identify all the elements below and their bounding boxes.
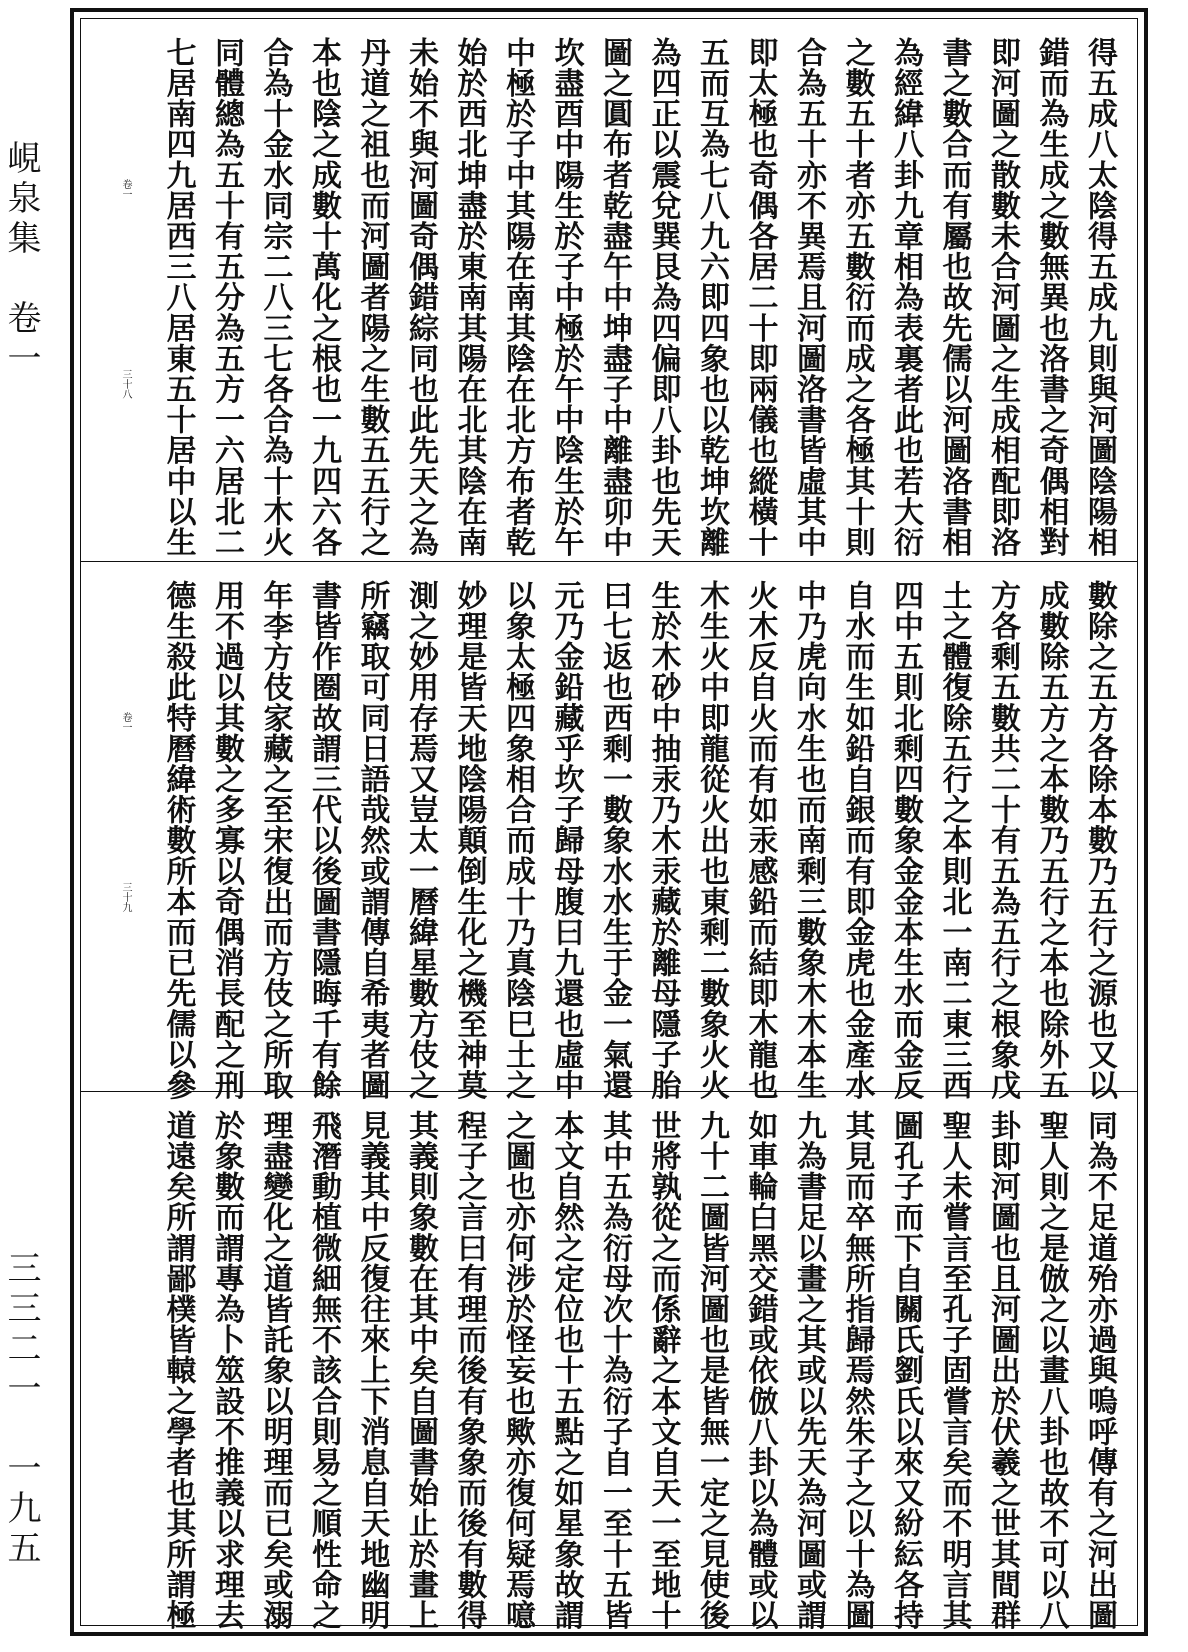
text-column: 土之體復除五行之本則北一南二東三西 [936,580,972,1101]
text-column: 成數除五方之本數乃五行之本也除外五 [1033,580,1069,1101]
text-column: 年李方伎家藏之至宋復出而方伎之所取 [257,580,293,1101]
text-column: 九為書足以畫之其或以先天為河圖或謂 [791,1110,826,1631]
text-column: 其中五為衍母次十為衍子自一至十五皆 [597,1110,632,1631]
text-column: 五而互為七八九六即四象也以乾坤坎離 [694,37,729,558]
text-column: 火木反自火而有如汞感鉛而結即木龍也 [742,580,778,1101]
text-column: 曰七返也西剩一數象水水生于金一氣還 [597,580,632,1101]
text-column: 為經緯八卦九章相為表裏者此也若大衍 [888,37,923,558]
page-number: 三三二一 一九五 [1,1250,41,1570]
page-frame-inner [80,18,1138,1631]
text-column: 七居南四九居西三八居東五十居中以生 [160,37,196,558]
text-column: 四中五則北剩四數象金金本生水而金反 [888,580,923,1101]
text-column: 道遠矣所謂鄙樸皆轅之學者也其所謂極 [160,1110,196,1631]
text-column: 本也陰之成數十萬化之根也一九四六各 [306,37,341,558]
folio-note: 三十八 [120,369,131,399]
text-column: 合為五十亦不異焉且河圖洛書皆虛其中 [791,37,826,558]
text-column: 程子之言曰有理而後有象象而後有數得 [451,1110,487,1631]
text-column: 即太極也奇偶各居二十即兩儀也縱橫十 [742,37,778,558]
text-column: 九十二圖皆河圖也是皆無一定之見使後 [694,1110,729,1631]
text-column: 理盡變化之道皆託象以明理而已矣或溺 [257,1110,293,1631]
text-column: 未始不與河圖奇偶錯綜同也此先天之為 [403,37,438,558]
text-column: 其見而卒無所指歸焉然朱子之以十為圖 [839,1110,875,1631]
text-column: 得五成八太陰得五成九則與河圖陰陽相 [1082,37,1117,558]
text-column: 聖人未嘗言至孔子固嘗言矣而不明言其 [936,1110,972,1631]
juan-note: 卷一 [120,712,131,732]
book-title: 峴泉集 卷一 [1,140,41,380]
text-column: 同為不足道殆亦過與嗚呼傳有之河出圖 [1082,1110,1117,1631]
text-column: 圖之圓布者乾盡午中坤盡子中離盡卯中 [597,37,632,558]
text-column: 之圖也亦何涉於怪妄也歟亦復何疑焉噫 [500,1110,535,1631]
text-column: 所竊取可同日語哉然或謂傳自希夷者圖 [354,580,390,1101]
text-column: 見義其中反復往來上下消息自天地幽明 [354,1110,390,1631]
text-panel-2 [81,561,1137,1101]
text-column: 圖孔子而下自關氏劉氏以來又紛紜各持 [888,1110,923,1631]
text-panel-1 [81,19,1137,561]
text-column: 坎盡酉中陽生於子中極於午中陰生於午 [548,37,584,558]
text-column: 飛潛動植微細無不該合則易之順性命之 [306,1110,341,1631]
text-column: 用不過以其數之多寡以奇偶消長配之刑 [209,580,244,1101]
text-column: 數除之五方各除本數乃五行之源也又以 [1082,580,1117,1101]
text-column: 世將孰從之而係辭之本文自天一至地十 [645,1110,681,1631]
text-column: 其義則象數在其中矣自圖書始止於畫上 [403,1110,438,1631]
text-column: 同體總為五十有五分為五方一六居北二 [209,37,244,558]
folio-note: 三十九 [120,882,131,912]
juan-note: 卷一 [120,179,131,199]
text-column: 中乃虎向水生也而南剩三數象木木本生 [791,580,826,1101]
text-panel-3 [81,1091,1137,1633]
text-column: 德生殺此特曆緯術數所本而已先儒以參 [160,580,196,1101]
text-column: 聖人則之是倣之以畫八卦也故不可以八 [1033,1110,1069,1631]
text-column: 丹道之祖也而河圖者陽之生數五五行之 [354,37,390,558]
text-column: 測之妙用存焉又豈太一曆緯星數方伎之 [403,580,438,1101]
text-column: 自水而生如鉛自銀而有即金虎也金產水 [839,580,875,1101]
text-column: 中極於子中其陽在南其陰在北方布者乾 [500,37,535,558]
text-column: 妙理是皆天地陰陽顛倒生化之機至神莫 [451,580,487,1101]
text-column: 始於西北坤盡於東南其陽在北其陰在南 [451,37,487,558]
text-column: 錯而為生成之數無異也洛書之奇偶相對 [1033,37,1069,558]
text-column: 於象數而謂專為卜筮設不推義以求理去 [209,1110,244,1631]
text-column: 為四正以震兌巽艮為四偏即八卦也先天 [645,37,681,558]
text-column: 生於木砂中抽汞乃木汞藏於離母隱子胎 [645,580,681,1101]
text-column: 以象太極四象相合而成十乃真陰巳土之 [500,580,535,1101]
page-frame [70,8,1148,1636]
text-column: 元乃金鉛藏乎坎子歸母腹曰九還也虛中 [548,580,584,1101]
text-column: 書之數合而有屬也故先儒以河圖洛書相 [936,37,972,558]
text-column: 木生火中即龍從火出也東剩二數象火火 [694,580,729,1101]
text-column: 之數五十者亦五數衍而成之各極其十則 [839,37,875,558]
text-column: 方各剩五數共二十有五為五行之根象戊 [985,580,1020,1101]
text-column: 如車輪白黑交錯或依倣八卦以為體或以 [742,1110,778,1631]
text-column: 本文自然之定位也十五點之如星象故謂 [548,1110,584,1631]
text-column: 即河圖之散數未合河圖之生成相配即洛 [985,37,1020,558]
text-column: 書皆作圈故謂三代以後圖書隱晦千有餘 [306,580,341,1101]
text-column: 卦即河圖也且河圖出於伏羲之世其間群 [985,1110,1020,1631]
text-column: 合為十金水同宗二八三七各合為十木火 [257,37,293,558]
